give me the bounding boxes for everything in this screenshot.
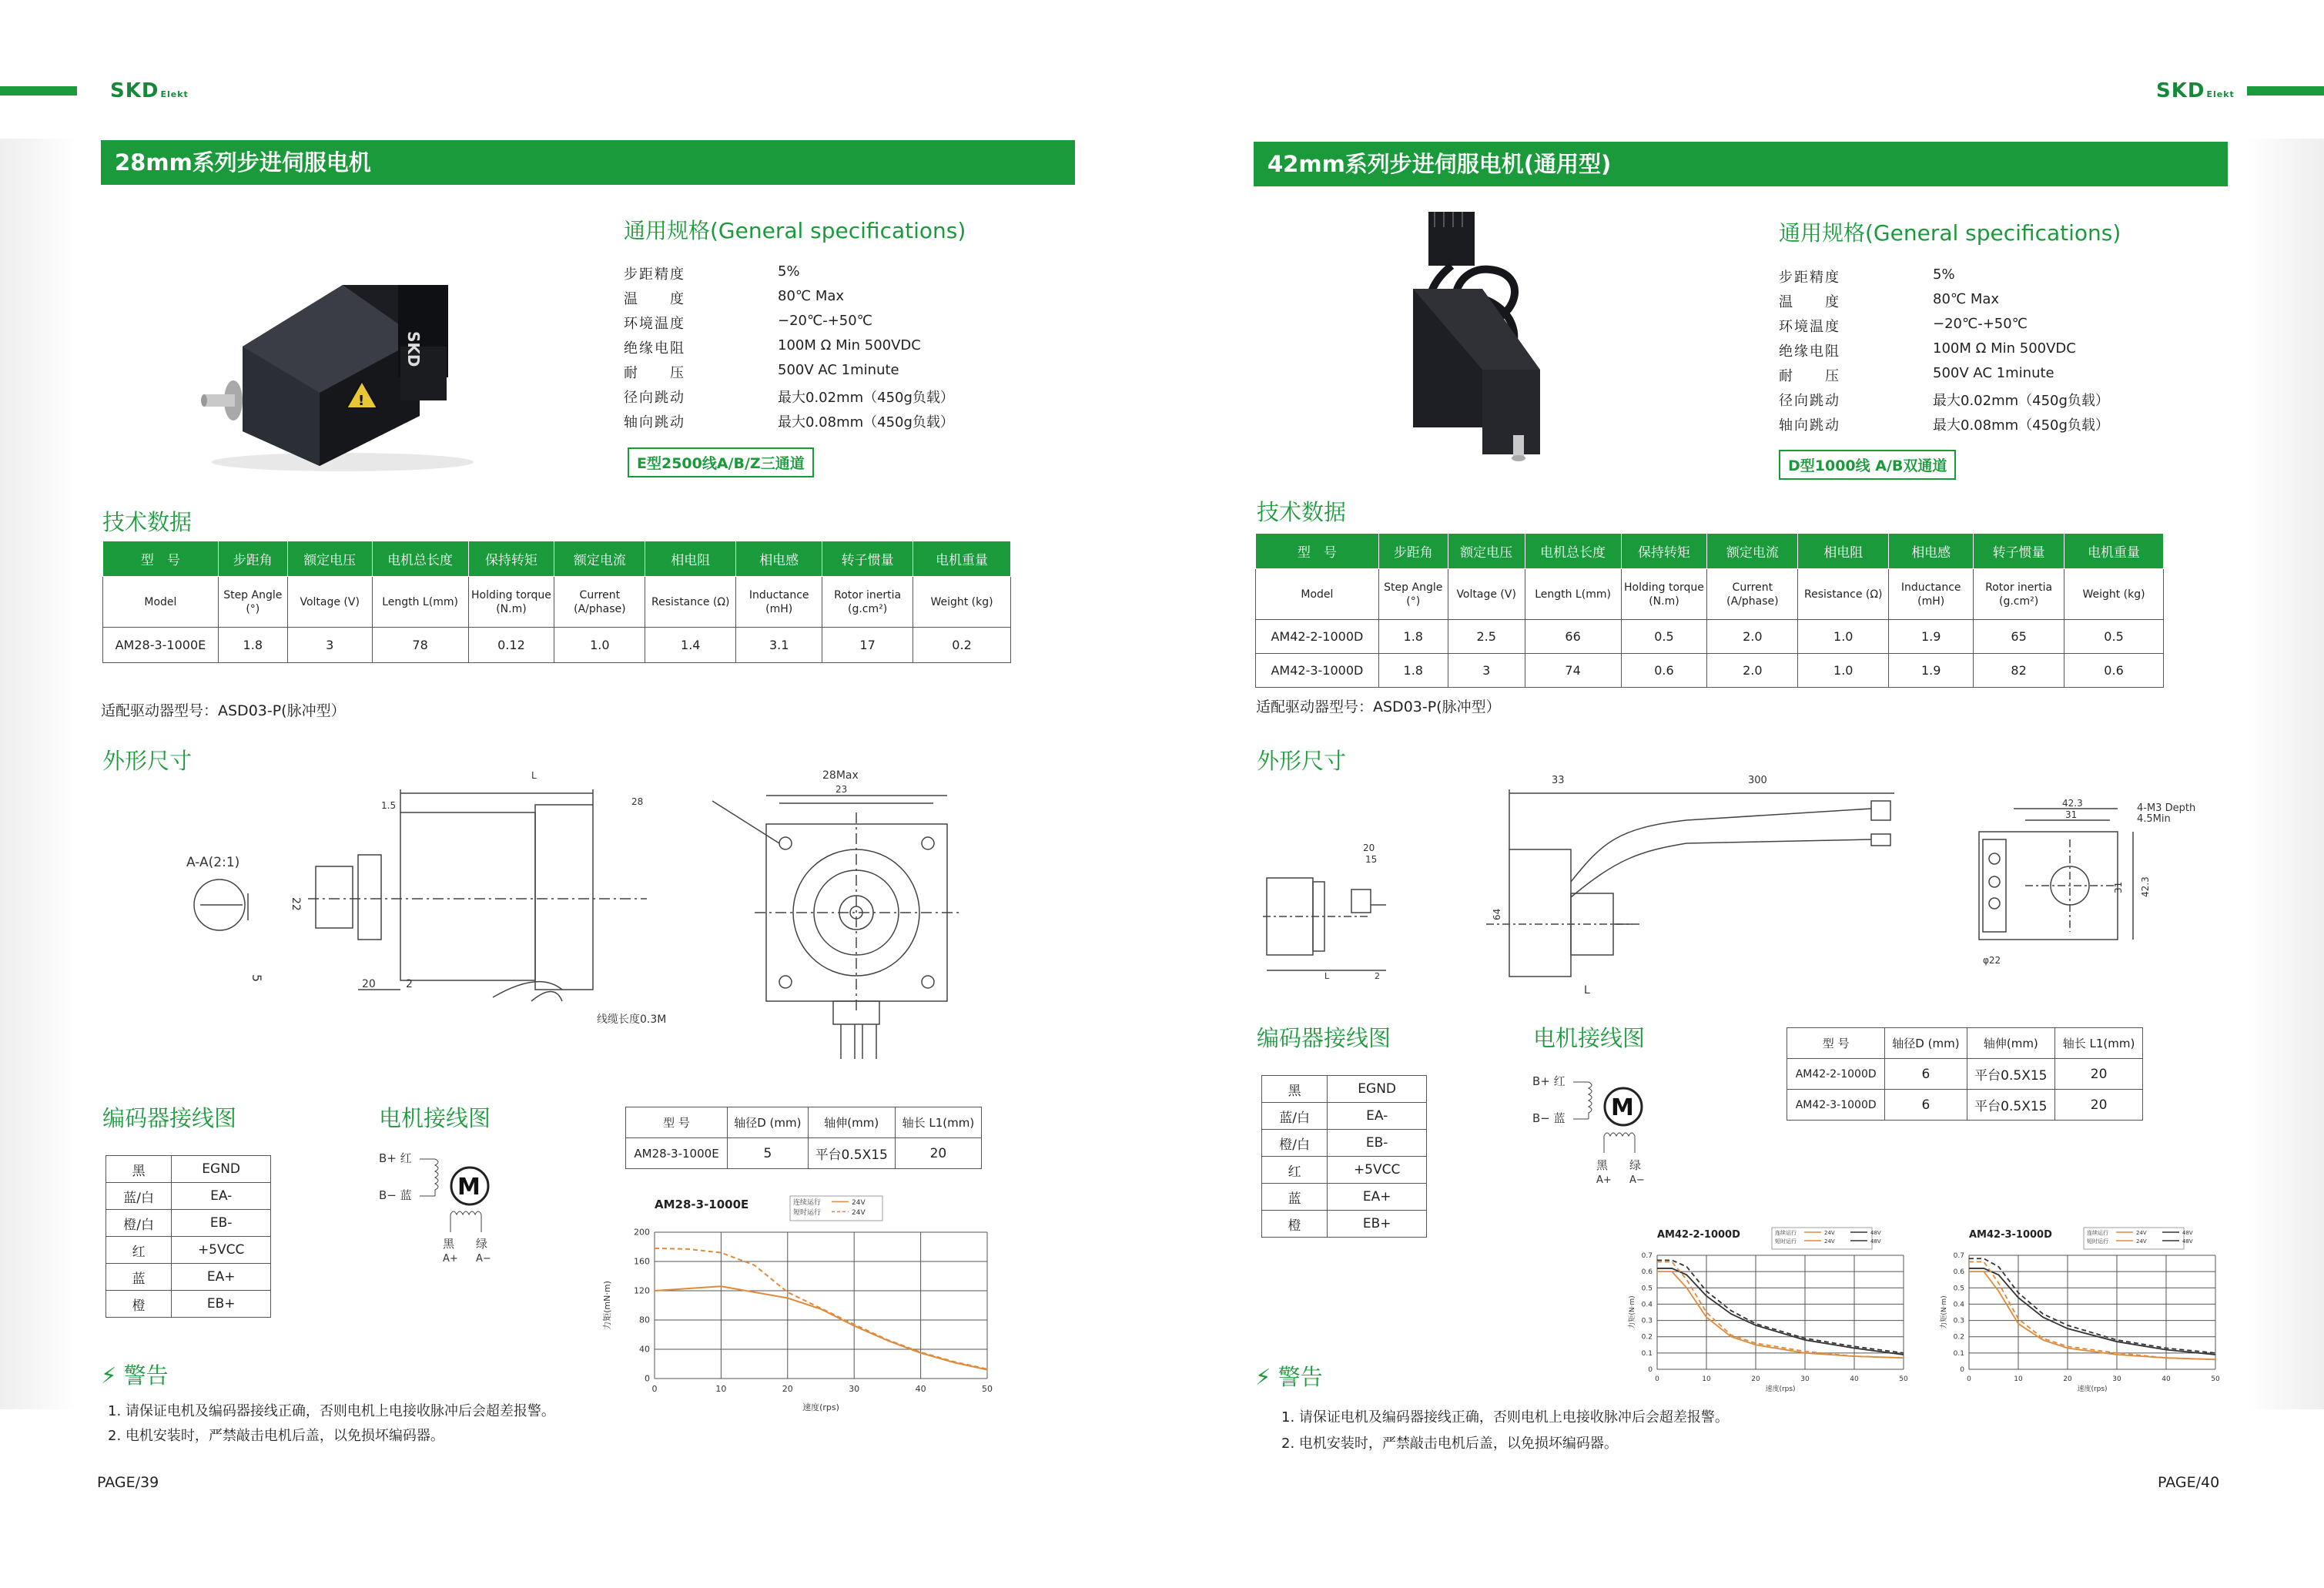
series-line [1969,1261,2215,1359]
legend-label: 短时运行 [1775,1238,1797,1245]
spec-row: 耐 压 500V AC 1minute [624,362,899,381]
svg-text:A+: A+ [443,1253,458,1265]
warning-heading-left: ⚡ 警告 [101,1362,169,1389]
svg-text:31: 31 [2113,881,2124,893]
encoder-wiring-heading-left: 编码器接线图 [102,1105,237,1131]
svg-text:SKD: SKD [404,331,423,367]
encoder-wiring-heading-right: 编码器接线图 [1257,1025,1391,1051]
legend-label: 连续运行 [1775,1230,1797,1236]
series-line [1969,1258,2215,1353]
driver-note-right: 适配驱动器型号：ASD03-P(脉冲型） [1256,699,1501,715]
svg-text:20: 20 [1363,843,1375,853]
x-tick-label: 20 [782,1384,793,1394]
table-row: 红 +5VCC [106,1237,271,1264]
spec-row: 环境温度 −20℃-+50℃ [1779,316,2028,335]
chart-title: AM42-2-1000D [1657,1229,1740,1241]
svg-text:33: 33 [1552,775,1565,786]
svg-text:42.3: 42.3 [2140,876,2151,897]
x-tick-label: 10 [715,1384,727,1394]
spec-row: 温 度 80℃ Max [624,288,845,307]
table-row: 黑 EGND [1262,1076,1427,1103]
svg-text:黑: 黑 [443,1237,455,1251]
table-row: 橙/白 EB- [106,1210,271,1237]
encoder-wiring-table-left [105,1155,271,1318]
svg-text:300: 300 [1748,775,1767,786]
legend-voltage: 24V [852,1209,866,1217]
y-tick-label: 0.5 [1953,1285,1964,1293]
table-row: 黑 EGND [106,1156,271,1183]
driver-note-left: 适配驱动器型号：ASD03-P(脉冲型） [101,702,346,719]
table-row: 蓝/白 EA- [106,1183,271,1210]
svg-text:M: M [1611,1094,1634,1121]
table-row: AM42-2-1000D 6 平台0.5X15 20 [1787,1059,2143,1090]
x-tick-label: 30 [1800,1375,1810,1383]
warning-line: 1. 请保证电机及编码器接线正确，否则电机上电接收脉冲后会超差报警。 [108,1403,555,1419]
legend-voltage: 24V [1824,1230,1835,1236]
svg-text:黑: 黑 [1596,1158,1609,1172]
chart-title: AM28-3-1000E [655,1198,749,1211]
top-bar-left [0,86,77,95]
svg-text:绿: 绿 [1629,1158,1642,1172]
svg-text:B+ 红: B+ 红 [1532,1074,1566,1088]
svg-text:64: 64 [1492,908,1502,920]
svg-text:2: 2 [406,978,413,990]
page-number-left: PAGE/39 [97,1474,159,1491]
tech-data-heading-right: 技术数据 [1257,499,1347,525]
motor-wiring-heading-left: 电机接线图 [379,1105,491,1131]
series-line [1969,1268,2215,1355]
y-tick-label: 0 [645,1373,650,1384]
svg-text:绿: 绿 [476,1237,488,1251]
svg-text:A−: A− [476,1253,491,1265]
x-tick-label: 30 [2112,1375,2121,1383]
encoder-type-badge-right: D型1000线 A/B双通道 [1779,450,1956,480]
legend-voltage: 48V [1870,1230,1881,1236]
table-row: AM42-3-1000D 1.8 3 74 0.6 2.0 1.0 1.9 82 0.6 [1256,654,2164,688]
table-row: 橙 EB+ [1262,1211,1427,1238]
tech-data-table-right: 型 号 步距角 额定电压 电机总长度 保持转矩 额定电流 相电阻 相电感 转子惯量 电机重量 Model Step Angle (°) Voltage (V) Length L(mm) Holding torque (N.m) Current (A/phase) Resistance (Ω) Inductance (mH) Rotor inertia (g.cm²) Weight (kg) AM42-2-1000D 1.8 2.5 66 0.5 2.0 1.0 1.9 65 0.5 AM42-3-1000D 1.8 3 74 0.6 2.0 1.0 1.9 82 0.6 [1255,533,2164,688]
svg-text:!: ! [358,393,365,409]
table-row: AM42-2-1000D 1.8 2.5 66 0.5 2.0 1.0 1.9 65 0.5 [1256,620,2164,654]
svg-text:A−: A− [1629,1174,1645,1186]
legend-label: 短时运行 [793,1209,822,1217]
x-tick-label: 30 [849,1384,860,1394]
spec-title-right: 通用规格(General specifications) [1779,220,2121,246]
svg-text:42.3: 42.3 [2062,798,2083,809]
page-number-right: PAGE/40 [2158,1474,2220,1491]
table-row: AM28-3-1000E 5 平台0.5X15 20 [626,1138,982,1169]
table-row: AM28-3-1000E 1.8 3 78 0.12 1.0 1.4 3.1 17 0.2 [103,628,1011,663]
x-axis-label: 速度(rps) [2077,1385,2108,1393]
x-tick-label: 20 [1751,1375,1760,1383]
skd-logo-right: SKD Elekt [2156,79,2235,102]
spec-row: 步距精度 5% [1779,266,1955,286]
dimension-heading-right: 外形尺寸 [1257,748,1347,774]
skd-logo-left: SKD Elekt [110,79,189,102]
page-title-left: 28mm系列步进伺服电机 [101,140,1075,185]
y-tick-label: 0 [1960,1366,1964,1374]
warning-line: 2. 电机安装时，严禁敲击电机后盖，以免损坏编码器。 [108,1428,444,1444]
legend-voltage: 48V [2182,1238,2193,1245]
dimension-drawing-42mm [1255,766,2196,997]
table-row: AM42-3-1000D 6 平台0.5X15 20 [1787,1090,2143,1121]
legend-voltage: 24V [2136,1230,2147,1236]
svg-text:15: 15 [1365,854,1378,865]
y-axis-label: 力矩(mN·m) [602,1281,612,1330]
warning-line: 1. 请保证电机及编码器接线正确，否则电机上电接收脉冲后会超差报警。 [1281,1409,1729,1426]
legend-voltage: 24V [852,1199,866,1207]
spec-row: 绝缘电阻 100M Ω Min 500VDC [1779,340,2076,360]
svg-text:A+: A+ [1596,1174,1612,1186]
motor-photo-42mm [1398,204,1567,489]
warning-heading-right: ⚡ 警告 [1255,1364,1323,1390]
legend-label: 连续运行 [2087,1230,2108,1236]
spec-row: 绝缘电阻 100M Ω Min 500VDC [624,337,921,357]
left-page-shade [0,139,77,1409]
svg-text:φ22: φ22 [1983,955,2001,966]
motor-wiring-diagram-right [1531,1067,1669,1198]
encoder-type-badge-left: E型2500线A/B/Z三通道 [628,447,814,477]
svg-text:1.5: 1.5 [381,800,397,811]
y-tick-label: 0.2 [1953,1333,1964,1342]
x-tick-label: 50 [2211,1375,2220,1383]
lightning-icon: ⚡ [1255,1364,1271,1390]
spec-row: 环境温度 −20℃-+50℃ [624,313,872,332]
y-tick-label: 200 [634,1227,650,1238]
shaft-table-right: 型 号 轴径D (mm) 轴伸(mm) 轴长 L1(mm) AM42-2-1000D 6 平台0.5X15 20 AM42-3-1000D 6 平台0.5X15 20 [1787,1027,2143,1121]
y-axis-label: 力矩(N·m) [1941,1295,1948,1329]
svg-text:28: 28 [631,796,644,807]
svg-text:M: M [457,1174,481,1201]
top-bar-right [2247,86,2324,95]
lightning-icon: ⚡ [101,1362,117,1389]
legend-label: 连续运行 [793,1199,822,1207]
legend-label: 短时运行 [2087,1238,2108,1245]
table-row: 蓝 EA+ [1262,1184,1427,1211]
svg-text:A-A(2:1): A-A(2:1) [186,855,240,870]
table-row: 蓝 EA+ [106,1264,271,1291]
y-tick-label: 0.4 [1953,1301,1964,1309]
x-tick-label: 10 [2014,1375,2023,1383]
motor-photo-28mm [196,254,489,477]
dimension-drawing-28mm [169,766,978,1074]
series-line [1657,1271,1904,1358]
svg-text:L: L [531,770,537,781]
svg-text:20: 20 [362,978,376,990]
motor-wiring-heading-right: 电机接线图 [1533,1025,1646,1051]
y-tick-label: 0.7 [1953,1252,1964,1260]
tech-data-heading-left: 技术数据 [102,509,193,535]
motor-wiring-diagram-left [377,1144,516,1275]
series-line [1969,1271,2215,1359]
svg-text:B− 蓝: B− 蓝 [379,1188,412,1202]
legend-voltage: 24V [1824,1238,1835,1245]
x-tick-label: 50 [1899,1375,1908,1383]
svg-text:31: 31 [2065,809,2078,820]
svg-text:L: L [1584,984,1590,997]
y-tick-label: 0.1 [1641,1349,1653,1358]
y-tick-label: 0.3 [1953,1317,1964,1325]
spec-title-left: 通用规格(General specifications) [624,218,966,243]
x-tick-label: 40 [915,1384,926,1394]
x-tick-label: 40 [1850,1375,1859,1383]
table-row: 红 +5VCC [1262,1157,1427,1184]
svg-text:22: 22 [290,897,302,911]
svg-text:4.5Min: 4.5Min [2137,813,2171,825]
y-tick-label: 0.2 [1641,1333,1653,1342]
y-axis-label: 力矩(N·m) [1629,1295,1636,1329]
dimension-heading-left: 外形尺寸 [102,748,193,774]
x-tick-label: 0 [651,1384,658,1394]
series-line [1657,1260,1904,1353]
y-tick-label: 40 [639,1344,650,1355]
x-tick-label: 0 [1967,1375,1971,1383]
legend-voltage: 48V [2182,1230,2193,1236]
y-tick-label: 160 [634,1256,650,1267]
y-tick-label: 80 [639,1315,650,1325]
y-tick-label: 0.3 [1641,1317,1653,1325]
torque-chart-am42-2 [1625,1221,1917,1394]
series-line [1657,1268,1904,1355]
spec-row: 温 度 80℃ Max [1779,291,2000,310]
spec-row: 径向跳动 最大0.02mm（450g负载） [1779,393,2109,409]
x-axis-label: 速度(rps) [802,1402,839,1412]
torque-chart-am28 [601,1190,1001,1413]
y-tick-label: 0.7 [1641,1252,1653,1260]
page-title-right: 42mm系列步进伺服电机(通用型) [1254,142,2228,186]
x-tick-label: 40 [2162,1375,2171,1383]
x-tick-label: 10 [1702,1375,1711,1383]
svg-text:4-M3 Depth: 4-M3 Depth [2137,802,2196,814]
y-tick-label: 0.6 [1953,1268,1964,1277]
table-row: 橙 EB+ [106,1291,271,1318]
y-tick-label: 0 [1648,1366,1653,1374]
x-tick-label: 20 [2063,1375,2072,1383]
table-row: 橙/白 EB- [1262,1130,1427,1157]
y-tick-label: 0.5 [1641,1285,1653,1293]
table-row: 蓝/白 EA- [1262,1103,1427,1130]
tech-data-table-left: 型 号 步距角 额定电压 电机总长度 保持转矩 额定电流 相电阻 相电感 转子惯量 电机重量 Model Step Angle (°) Voltage (V) Length L(mm) Holding torque (N.m) Current (A/phase) Resistance (Ω) Inductance (mH) Rotor inertia (g.cm²) Weight (kg) AM28-3-1000E 1.8 3 78 0.12 1.0 1.4 3.1 17 0.2 [102,541,1011,663]
svg-text:28Max: 28Max [822,769,859,782]
x-axis-label: 速度(rps) [1765,1385,1796,1393]
legend-voltage: 48V [1870,1238,1881,1245]
y-tick-label: 0.1 [1953,1349,1964,1358]
y-tick-label: 0.4 [1641,1301,1653,1309]
spec-row: 径向跳动 最大0.02mm（450g负载） [624,390,954,406]
encoder-wiring-table-right [1261,1075,1427,1238]
svg-text:B+ 红: B+ 红 [379,1151,412,1165]
torque-chart-am42-3 [1937,1221,2229,1394]
svg-text:B− 蓝: B− 蓝 [1532,1111,1566,1125]
spec-row: 轴向跳动 最大0.08mm（450g负载） [1779,417,2109,434]
x-tick-label: 0 [1655,1375,1659,1383]
spec-row: 步距精度 5% [624,263,800,283]
shaft-table-left: 型 号 轴径D (mm) 轴伸(mm) 轴长 L1(mm) AM28-3-1000E 5 平台0.5X15 20 [625,1107,982,1169]
y-tick-label: 120 [634,1285,650,1296]
svg-text:L: L [1324,971,1330,981]
chart-title: AM42-3-1000D [1969,1229,2052,1241]
svg-text:线缆长度0.3M: 线缆长度0.3M [597,1013,667,1026]
svg-text:5: 5 [249,974,264,983]
spec-row: 耐 压 500V AC 1minute [1779,365,2054,384]
x-tick-label: 50 [982,1384,993,1394]
spec-row: 轴向跳动 最大0.08mm（450g负载） [624,414,954,431]
svg-text:2: 2 [1375,971,1380,981]
svg-text:23: 23 [836,784,848,795]
right-page-shade [2247,139,2324,1409]
legend-voltage: 24V [2136,1238,2147,1245]
y-tick-label: 0.6 [1641,1268,1653,1277]
warning-line: 2. 电机安装时，严禁敲击电机后盖，以免损坏编码器。 [1281,1436,1618,1452]
